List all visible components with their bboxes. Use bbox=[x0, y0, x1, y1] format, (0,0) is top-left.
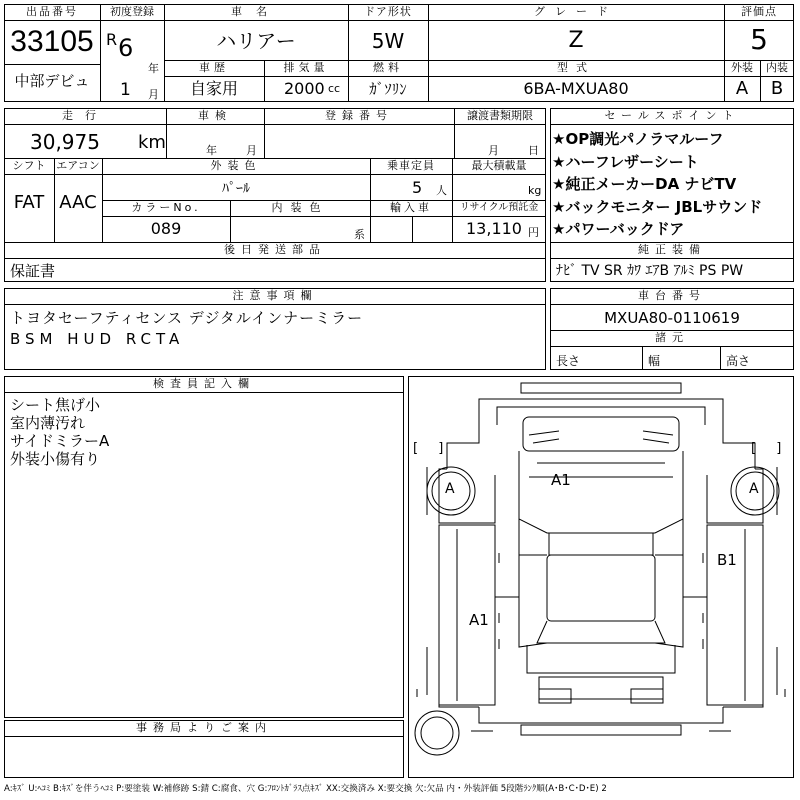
rear-window bbox=[537, 621, 665, 643]
exterior-score: A bbox=[735, 78, 749, 99]
score-header: 評価点 bbox=[741, 5, 777, 18]
legend: A:ｷｽﾞ U:ﾍｺﾐ B:ｷｽﾞを伴うﾍｺﾐ P:要塗装 W:補修跡 S:錆 C:腐食、穴 G:ﾌﾛﾝﾄｶﾞﾗｽ点ｷｽﾞ XX:交換済み X:要交換 欠:欠品 内・外装評価 5段階ﾗﾝｸ順(A･B･C･D･E) 2 bbox=[4, 784, 607, 794]
chassis-number: MXUA80-0110619 bbox=[604, 309, 740, 327]
color-no: 089 bbox=[150, 219, 182, 238]
rear-panel bbox=[479, 707, 723, 723]
inspection-month-unit: 月 bbox=[246, 144, 257, 157]
lot-number: 33105 bbox=[10, 25, 94, 58]
import-header: 輸入車 bbox=[390, 201, 432, 214]
max-load-header: 最大積載量 bbox=[471, 159, 527, 172]
inspector-note: シート焦げ小 bbox=[10, 396, 101, 414]
first-reg-month: 1 bbox=[120, 80, 131, 100]
trunk bbox=[527, 645, 675, 673]
history-header: 車歴 bbox=[199, 61, 229, 74]
first-reg-era: R bbox=[106, 30, 118, 49]
sales-point: ★OP調光パノラマルーフ bbox=[552, 130, 724, 148]
capacity: 5 bbox=[412, 178, 423, 197]
spare-tire bbox=[415, 711, 459, 755]
recycle-header: リサイクル預託金 bbox=[459, 202, 539, 213]
damage-mark-right-side: B1 bbox=[717, 551, 737, 569]
model-code: 6BA-MXUA80 bbox=[523, 79, 629, 98]
aircon-header: エアコン bbox=[56, 159, 100, 172]
door-header: ドア形状 bbox=[364, 5, 412, 18]
damage-mark-left-side: A1 bbox=[469, 611, 489, 629]
after-parts-header: 後日発送部品 bbox=[224, 243, 326, 256]
sales-points-header: セールスポイント bbox=[604, 109, 740, 122]
inspection-year-unit: 年 bbox=[206, 144, 217, 157]
inspector-notes bbox=[10, 396, 109, 468]
bracket-right: [ ] bbox=[751, 441, 790, 456]
transfer-day-unit: 日 bbox=[528, 144, 539, 157]
displacement: 2000 bbox=[284, 79, 325, 98]
score: 5 bbox=[750, 23, 768, 56]
grade: Z bbox=[568, 28, 584, 53]
lot-header: 出品番号 bbox=[26, 5, 78, 18]
recycle-fee: 13,110 bbox=[466, 219, 522, 238]
model-code-header: 型式 bbox=[557, 61, 595, 74]
first-reg-month-unit: 月 bbox=[148, 88, 159, 101]
damage-mark-hood: A1 bbox=[551, 471, 571, 489]
inspector-note: サイドミラーA bbox=[10, 432, 110, 450]
office-header: 事務局よりご案内 bbox=[136, 721, 272, 734]
lot-note: 中部デビュ bbox=[14, 72, 90, 90]
bracket-left: [ ] bbox=[413, 441, 452, 456]
note-line: BSM HUD RCTA bbox=[10, 330, 185, 348]
inspection-header: 車検 bbox=[198, 109, 232, 122]
mileage-header: 走行 bbox=[62, 109, 108, 122]
dimensions-header: 諸元 bbox=[655, 331, 689, 344]
first-reg-header: 初度登録 bbox=[110, 5, 154, 18]
left-rear-fender bbox=[439, 627, 495, 707]
transfer-deadline-header: 譲渡書類期限 bbox=[467, 109, 533, 122]
first-reg-year: 6 bbox=[118, 34, 134, 62]
displacement-header: 排気量 bbox=[283, 61, 329, 74]
sales-point: ★純正メーカーDA ナビTV bbox=[552, 175, 737, 193]
equipment: ﾅﾋﾞ TV SR ｶﾜ ｴｱB ｱﾙﾐ PS PW bbox=[556, 263, 744, 279]
notes-header: 注意事項欄 bbox=[232, 289, 318, 302]
chassis-header: 車台番号 bbox=[638, 289, 706, 302]
fuel-header: 燃料 bbox=[373, 61, 403, 74]
width-label: 幅 bbox=[648, 354, 661, 368]
note-line: トヨタセーフティセンス デジタルインナーミラー bbox=[10, 309, 364, 327]
grade-header: グレード bbox=[534, 5, 618, 18]
inspector-header: 検査員記入欄 bbox=[153, 377, 255, 390]
fuel: ｶﾞｿﾘﾝ bbox=[369, 80, 407, 98]
mileage: 30,975 bbox=[30, 130, 100, 154]
inspector-note: 外装小傷有り bbox=[10, 450, 101, 468]
front-bumper bbox=[521, 383, 681, 393]
mileage-unit: km bbox=[138, 132, 166, 153]
interior-score: B bbox=[770, 78, 784, 99]
displacement-unit: cc bbox=[328, 82, 341, 95]
windshield bbox=[549, 533, 653, 555]
color-no-header: カラーNo. bbox=[131, 201, 201, 214]
car-diagram bbox=[409, 377, 793, 777]
damage-mark-left-front-tire: A bbox=[445, 481, 455, 497]
sales-point: ★バックモニター JBLサウンド bbox=[552, 197, 763, 216]
registration-header: 登録番号 bbox=[325, 109, 393, 122]
exterior-color: ﾊﾟｰﾙ bbox=[222, 181, 250, 197]
roof bbox=[547, 555, 655, 621]
height-label: 高さ bbox=[726, 354, 751, 368]
damage-mark-right-front-tire: A bbox=[749, 481, 759, 497]
rear-bumper bbox=[521, 725, 681, 735]
aircon: AAC bbox=[59, 192, 97, 213]
after-parts: 保証書 bbox=[10, 262, 56, 280]
sales-point: ★パワーバックドア bbox=[552, 220, 685, 238]
capacity-unit: 人 bbox=[436, 184, 447, 197]
right-rear-fender bbox=[707, 627, 763, 707]
length-label: 長さ bbox=[556, 354, 581, 368]
door-type: 5W bbox=[371, 29, 405, 53]
front-grille bbox=[523, 417, 679, 451]
car-name-header: 車名 bbox=[231, 5, 281, 18]
sales-points-list bbox=[552, 128, 762, 241]
transfer-month-unit: 月 bbox=[488, 144, 499, 157]
max-load-unit: kg bbox=[528, 184, 542, 197]
car-name: ハリアー bbox=[216, 29, 296, 53]
exterior-color-header: 外装色 bbox=[210, 159, 262, 172]
notes-lines bbox=[10, 308, 363, 350]
interior-color-header: 内装色 bbox=[271, 201, 329, 214]
interior-score-header: 内装 bbox=[766, 61, 788, 74]
equipment-header: 純正装備 bbox=[638, 243, 706, 256]
damage-diagram bbox=[408, 376, 794, 778]
shift-header: シフト bbox=[12, 159, 46, 172]
sales-point: ★ハーフレザーシート bbox=[552, 152, 699, 171]
history: 自家用 bbox=[189, 79, 238, 98]
capacity-header: 乗車定員 bbox=[387, 159, 435, 172]
shift: FAT bbox=[13, 192, 45, 213]
front-panel bbox=[479, 399, 723, 431]
exterior-score-header: 外装 bbox=[731, 61, 753, 74]
first-reg-year-unit: 年 bbox=[148, 62, 159, 75]
interior-color-unit: 系 bbox=[354, 228, 365, 241]
recycle-unit: 円 bbox=[528, 226, 539, 239]
inspector-note: 室内薄汚れ bbox=[10, 414, 86, 432]
